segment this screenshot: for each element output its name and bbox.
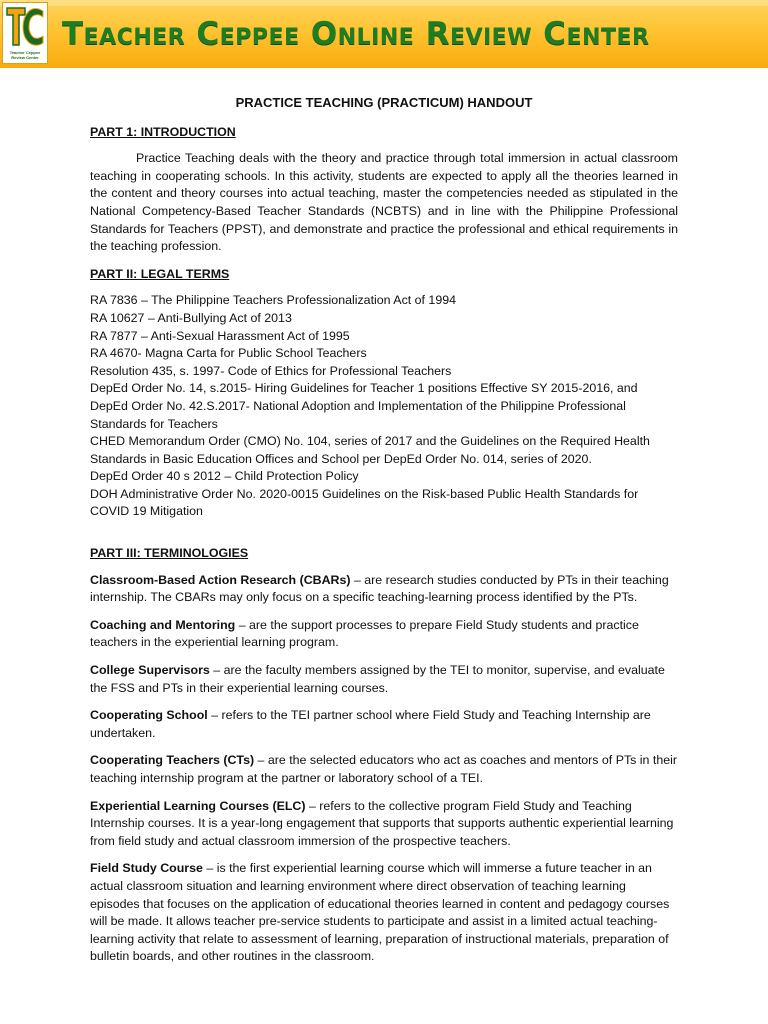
- logo: [2, 2, 48, 64]
- logo-caption-line1: Teacher Ceppee: [9, 50, 41, 55]
- term-definition: – are the faculty members assigned by the TEI to monitor, supervise, and evaluate the FSS and PTs in their experiential learning courses.: [90, 663, 665, 695]
- term-definition: – is the first experiential learning course which will immerse a future teacher in an actual classroom situation and learning environment where direct observation of teaching learning episodes that focuses on the application of educational theories learned in content and pedagogy courses will be made. It allows teacher pre-service students to participate and assist in a limited actual teaching-learning activity that relate to assessment of learning, preparation of instructional materials, preparation of bulletin boards, and other routines in the classroom.: [90, 861, 670, 964]
- terminology-item: [90, 798, 678, 851]
- terminology-item: [90, 572, 678, 607]
- term-name: Classroom-Based Action Research (CBARs): [90, 572, 351, 587]
- logo-tc-icon: [5, 5, 45, 49]
- legal-term-item: RA 10627 – Anti-Bullying Act of 2013: [90, 310, 292, 325]
- legal-term-item: Resolution 435, s. 1997- Code of Ethics for Professional Teachers: [90, 363, 452, 378]
- part1-heading: PART 1: INTRODUCTION: [90, 124, 236, 139]
- term-name: Field Study Course: [90, 861, 203, 876]
- legal-term-item: DepEd Order No. 14, s.2015- Hiring Guidelines for Teacher 1 positions Effective SY 2015-2016, and DepEd Order No. 42.S.2017- National Adoption and Implementation of the Philippine Professional Standards for Teachers: [90, 381, 638, 431]
- part3-heading: PART III: TERMINOLOGIES: [90, 546, 249, 561]
- terminology-item: [90, 860, 678, 966]
- term-definition: – are the selected educators who act as coaches and mentors of PTs in their teaching internship program at the partner or laboratory school of a TEI.: [90, 753, 677, 785]
- legal-term-item: CHED Memorandum Order (CMO) No. 104, series of 2017 and the Guidelines on the Required Health Standards in Basic Education Offices and School per DepEd Order No. 014, series of 2020.: [90, 434, 650, 466]
- term-definition: – refers to the collective program Field Study and Teaching Internship courses. It is a year-long engagement that supports that supports authentic experiential learning from field study and actual classroom immersion of the prospective teachers.: [90, 798, 674, 848]
- logo-caption-line2: Review Center: [11, 55, 39, 60]
- legal-term-item: RA 7836 – The Philippine Teachers Professionalization Act of 1994: [90, 293, 456, 308]
- term-name: Cooperating School: [90, 708, 208, 723]
- term-definition: – are the support processes to prepare Field Study students and practice teachers in the experiential learning program.: [90, 617, 639, 650]
- legal-term-item: RA 4670- Magna Carta for Public School Teachers: [90, 346, 367, 361]
- document-body: [90, 94, 678, 976]
- header-banner: [0, 0, 768, 68]
- term-definition: – are research studies conducted by PTs in their teaching internship. The CBARs may only focus on a specific teaching-learning process identified by the PTs.: [90, 572, 669, 605]
- part1-text: Practice Teaching deals with the theory and practice through total immersion in actual classroom teaching in cooperating schools. In this activity, students are expected to apply all the theories learned in the content and theory courses into actual teaching, master the competencies needed as stipulated in the National Competency-Based Teacher Standards (NCBTS) and in line with the Philippine Professional Standards for Teachers (PPST), and demonstrate and practice the professional and ethical requirements in the teaching profession.: [90, 151, 678, 254]
- legal-term-item: DOH Administrative Order No. 2020-0015 Guidelines on the Risk-based Public Health Standards for COVID 19 Mitigation: [90, 486, 639, 519]
- term-name: Coaching and Mentoring: [90, 617, 236, 632]
- terminology-item: [90, 707, 678, 742]
- terminology-item: [90, 617, 678, 652]
- terminology-item: [90, 752, 678, 787]
- legal-term-item: RA 7877 – Anti-Sexual Harassment Act of 1995: [90, 328, 350, 343]
- logo-caption: [3, 50, 47, 60]
- part2-heading: PART II: LEGAL TERMS: [90, 266, 230, 281]
- terminology-item: [90, 662, 678, 697]
- term-name: Experiential Learning Courses (ELC): [90, 798, 306, 813]
- document-title: PRACTICE TEACHING (PRACTICUM) HANDOUT: [235, 95, 533, 110]
- banner-title: Teacher Ceppee Online Review Center: [62, 16, 650, 52]
- legal-terms-list: [90, 292, 678, 521]
- banner-highlight: [0, 0, 768, 6]
- term-definition: – refers to the TEI partner school where Field Study and Teaching Internship are undertaken.: [90, 708, 651, 740]
- term-name: Cooperating Teachers (CTs): [90, 753, 255, 768]
- term-name: College Supervisors: [90, 663, 210, 678]
- legal-term-item: DepEd Order 40 s 2012 – Child Protection Policy: [90, 469, 359, 484]
